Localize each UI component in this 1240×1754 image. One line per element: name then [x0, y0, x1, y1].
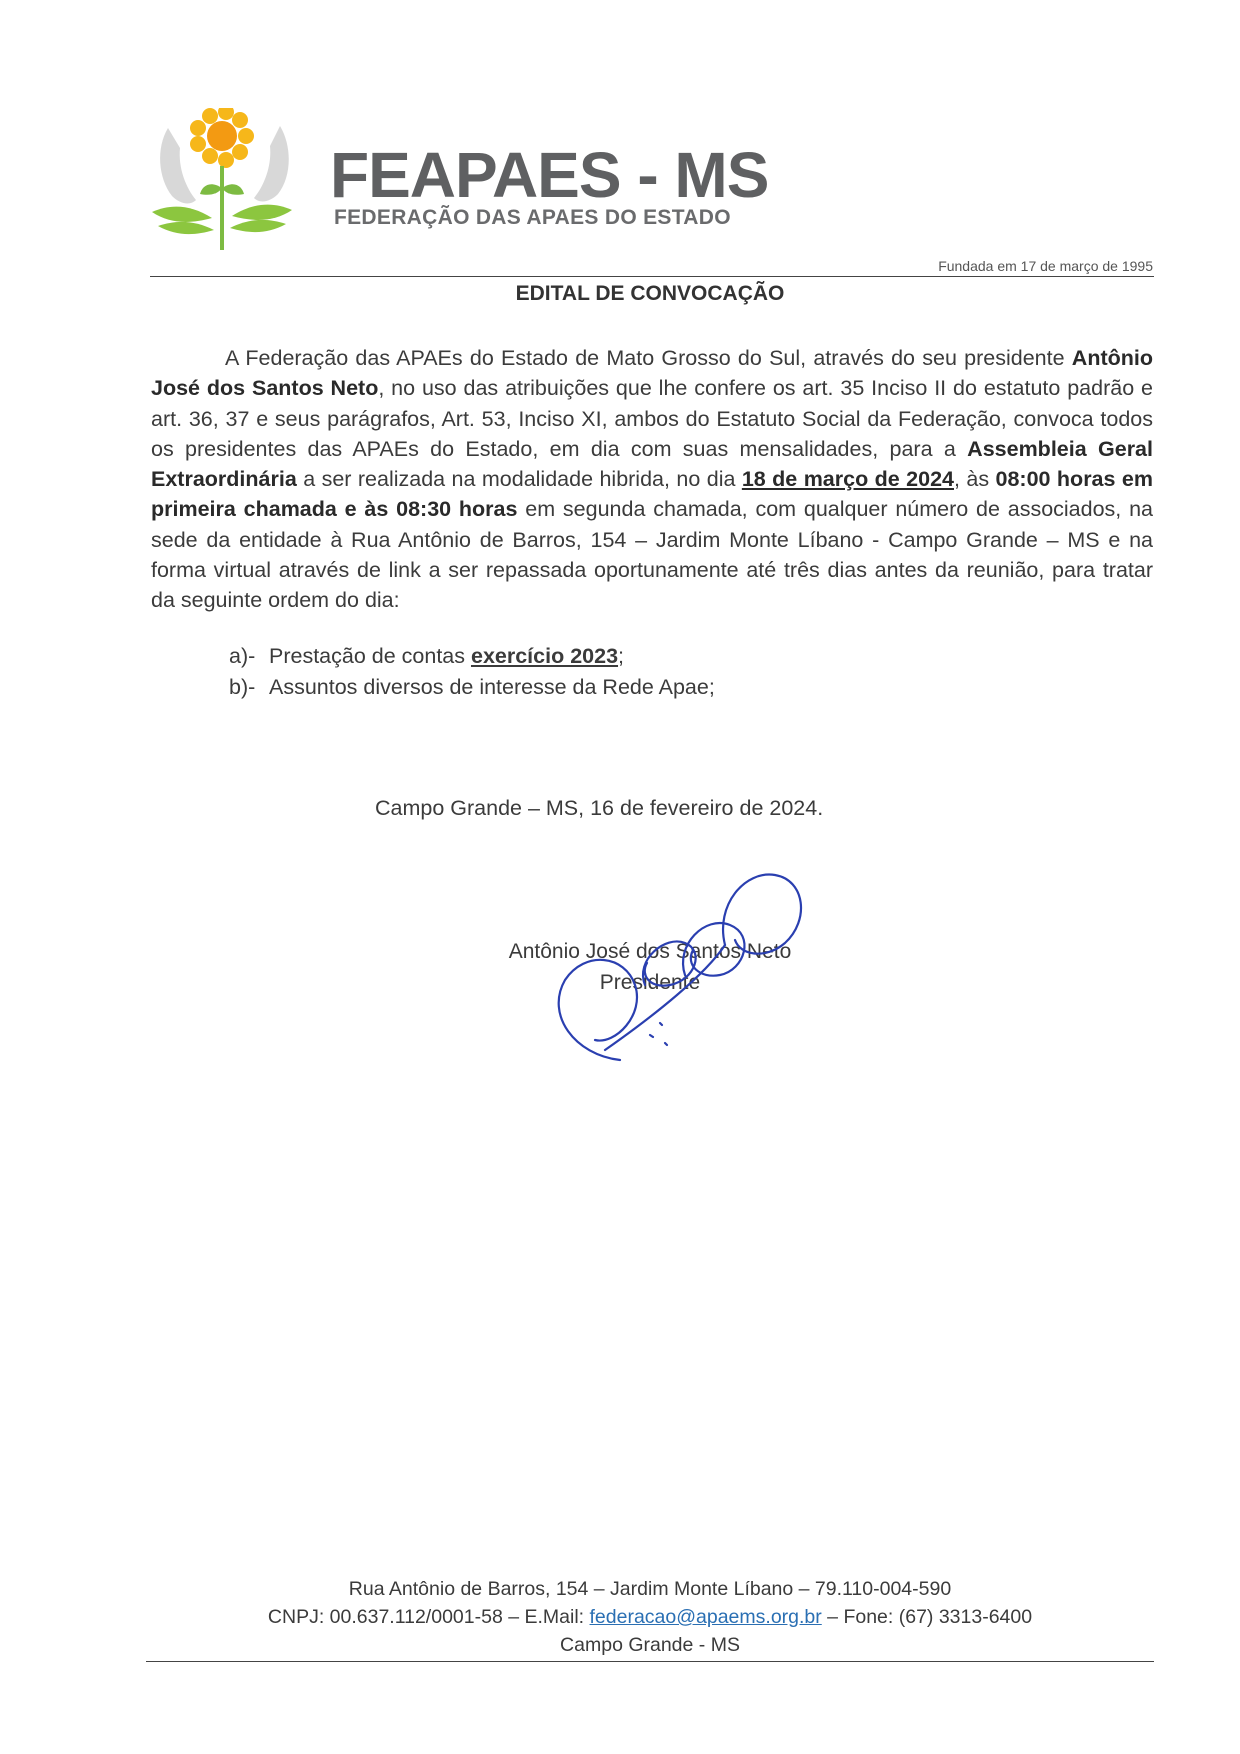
agenda-list	[229, 641, 715, 702]
body-text-2: , no uso das atribuições que lhe confere os art. 35 Inciso II do estatuto padrão e art. 36, 37 e seus parágrafos, Art. 53, Inciso XI, ambos do Estatuto Social da Federação, convoca todos os presidentes das APAEs do Estado, em dia com suas mensalidades, para a	[151, 376, 1153, 461]
footer-phone: – Fone: (67) 3313-6400	[821, 1606, 1033, 1628]
body-paragraph	[151, 343, 1153, 616]
agenda-marker: a)-	[229, 644, 256, 668]
signer-name: Antônio José dos Santos Neto	[508, 940, 792, 963]
agenda-text-after: ;	[618, 644, 625, 668]
footer-cnpj: CNPJ: 00.637.112/0001-58 – E.Mail:	[267, 1606, 590, 1628]
meeting-date: 18 de março de 2024	[741, 467, 954, 492]
header-divider	[150, 276, 1154, 277]
agenda-text: Prestação de contas	[269, 644, 471, 668]
handwritten-signature-icon	[535, 865, 835, 1075]
list-item	[229, 672, 715, 703]
signer-role: Presidente	[599, 971, 701, 994]
footer-divider	[146, 1661, 1154, 1662]
agenda-bold: exercício 2023	[470, 644, 619, 668]
president-name: Antônio José dos Santos Neto	[151, 346, 1153, 401]
founded-date: Fundada em 17 de março de 1995	[938, 258, 1153, 274]
date-line: Campo Grande – MS, 16 de fevereiro de 2024.	[375, 796, 824, 820]
body-text-1: A Federação das APAEs do Estado de Mato Grosso do Sul, através do seu presidente	[225, 346, 1072, 370]
body-text-5: em segunda chamada, com qualquer número de associados, na sede da entidade à Rua Antônio de Barros, 154 – Jardim Monte Líbano - Campo Grande – MS e na forma virtual através de link a ser repassada oportunamente até três dias antes da reunião, para tratar da seguinte ordem do dia:	[151, 497, 1153, 613]
brand-title: FEAPAES - MS	[330, 139, 769, 211]
assembly-type: Assembleia Geral Extraordinária	[151, 436, 1153, 492]
agenda-marker: b)-	[229, 674, 256, 699]
agenda-text: Assuntos diversos de interesse da Rede Apae;	[269, 674, 715, 699]
body-text-4: , às	[953, 467, 996, 492]
apae-flower-hands-logo-icon	[150, 108, 310, 268]
document-title: EDITAL DE CONVOCAÇÃO	[515, 282, 785, 305]
body-text-3: a ser realizada na modalidade hibrida, no dia	[296, 467, 742, 492]
footer-city: Campo Grande - MS	[560, 1634, 740, 1656]
list-item	[229, 641, 715, 672]
footer-address: Rua Antônio de Barros, 154 – Jardim Monte Líbano – 79.110-004-590	[348, 1578, 952, 1600]
meeting-times: 08:00 horas em primeira chamada e às 08:30 horas	[151, 467, 1153, 522]
email-link[interactable]: federacao@apaems.org.br	[589, 1606, 822, 1628]
brand-subtitle: FEDERAÇÃO DAS APAES DO ESTADO	[334, 206, 731, 229]
footer-contact	[0, 1606, 1240, 1629]
